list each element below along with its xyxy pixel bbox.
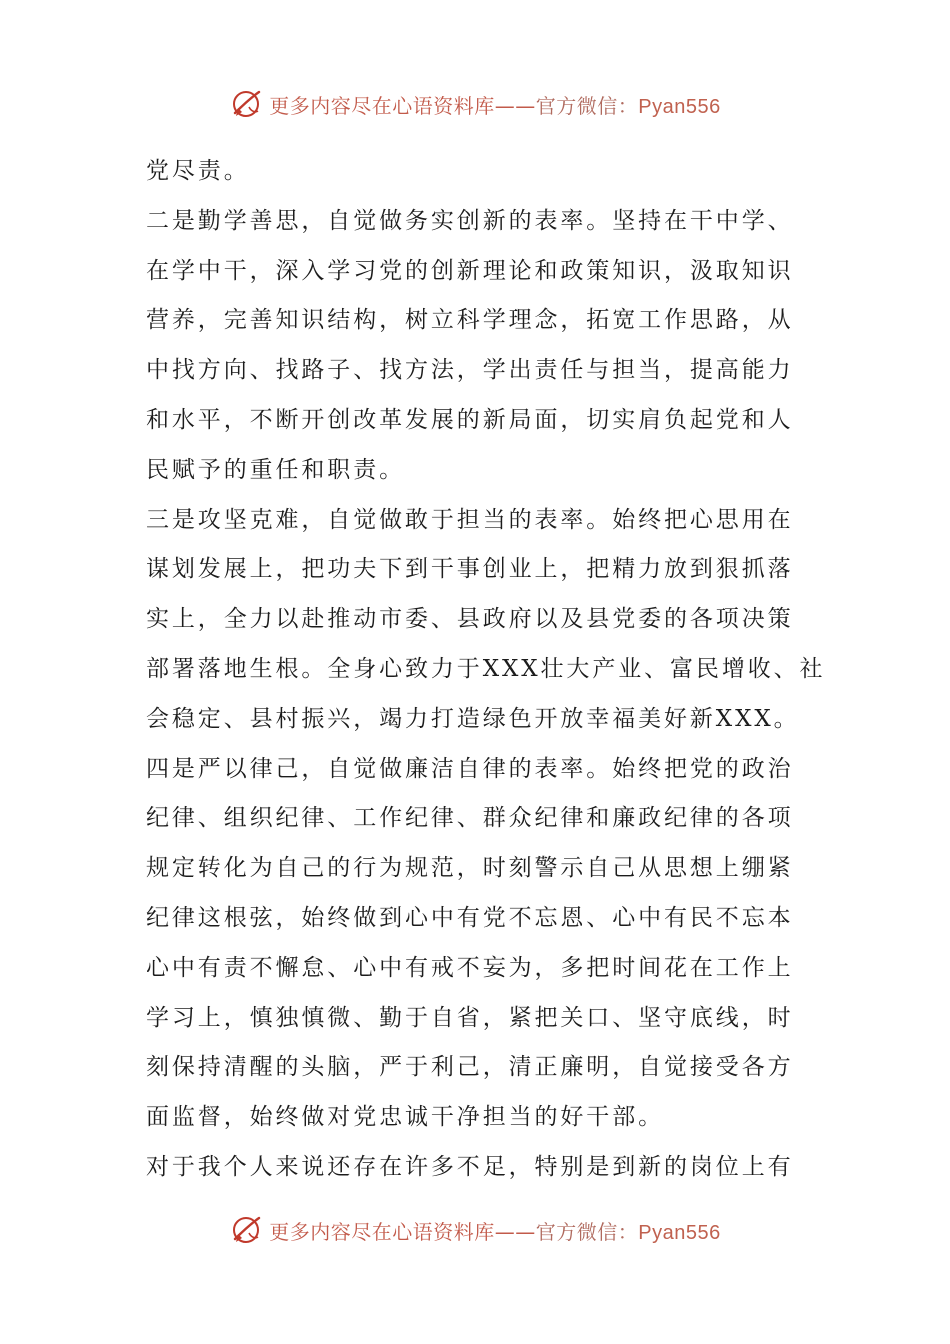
text-line: 四是严以律己，自觉做廉洁自律的表率。始终把党的政治: [146, 755, 794, 782]
watermark-text: [269, 90, 720, 119]
text-line: 学习上，慎独慎微、勤于自省，紧把关口、坚守底线，时: [146, 1004, 794, 1031]
text-line: 民赋予的重任和职责。: [146, 456, 405, 483]
text-line: 面监督，始终做对党忠诚干净担当的好干部。: [146, 1104, 664, 1131]
text-line: 纪律这根弦，始终做到心中有党不忘恩、心中有民不忘本: [146, 904, 794, 931]
watermark-wechat-label: 官方微信：: [535, 1219, 639, 1244]
text-line: 实上，全力以赴推动市委、县政府以及县党委的各项决策: [146, 606, 794, 633]
text-line: 对于我个人来说还存在许多不足，特别是到新的岗位上有: [146, 1153, 794, 1180]
watermark-text: [269, 1216, 720, 1245]
text-line: 规定转化为自己的行为规范，时刻警示自己从思想上绷紧: [146, 855, 794, 882]
watermark-footer: [0, 1210, 950, 1250]
document-body: [146, 147, 826, 1193]
text-line: 部署落地生根。全身心致力于XXX壮大产业、富民增收、社: [146, 655, 826, 682]
text-line: 二是勤学善思，自觉做务实创新的表率。坚持在干中学、: [146, 207, 794, 234]
watermark-separator: ——: [494, 93, 536, 118]
text-line: 党尽责。: [146, 158, 250, 184]
text-line: 刻保持清醒的头脑，严于利己，清正廉明，自觉接受各方: [146, 1054, 794, 1081]
text-line: 中找方向、找路子、找方法，学出责任与担当，提高能力: [146, 357, 794, 384]
watermark-wechat-label: 官方微信：: [535, 93, 639, 118]
text-line: 会稳定、县村振兴，竭力打造绿色开放幸福美好新XXX。: [146, 705, 800, 732]
text-line: 和水平，不断开创改革发展的新局面，切实肩负起党和人: [146, 406, 794, 433]
watermark-wechat-id: Pyan556: [638, 95, 721, 118]
watermark-wechat-id: Pyan556: [638, 1221, 721, 1244]
watermark-separator: ——: [494, 1219, 536, 1244]
text-line: 在学中干，深入学习党的创新理论和政策知识，汲取知识: [146, 257, 794, 284]
watermark-header: [0, 84, 950, 124]
watermark-site: 更多内容尽在心语资料库: [269, 1219, 495, 1244]
pen-logo-icon: [229, 1213, 263, 1247]
text-line: 心中有责不懈怠、心中有戒不妄为，多把时间花在工作上: [146, 954, 794, 981]
pen-logo-icon: [229, 87, 263, 121]
text-line: 纪律、组织纪律、工作纪律、群众纪律和廉政纪律的各项: [146, 805, 794, 832]
text-line: 谋划发展上，把功夫下到干事创业上，把精力放到狠抓落: [146, 556, 794, 583]
text-line: 三是攻坚克难，自觉做敢于担当的表率。始终把心思用在: [146, 506, 794, 533]
text-line: 营养，完善知识结构，树立科学理念，拓宽工作思路，从: [146, 307, 794, 334]
watermark-site: 更多内容尽在心语资料库: [269, 93, 495, 118]
